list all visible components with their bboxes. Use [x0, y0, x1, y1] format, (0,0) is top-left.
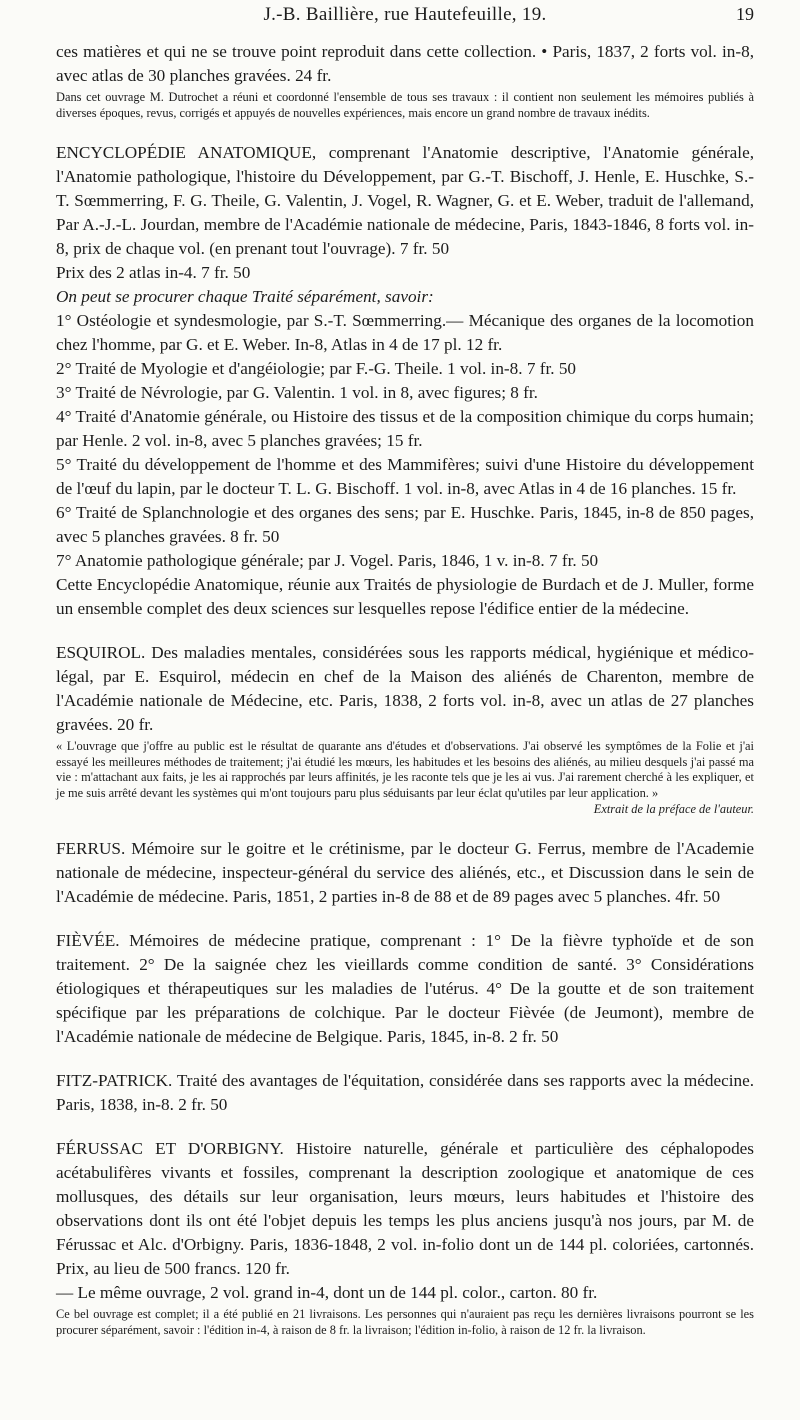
entry-text: FITZ-PATRICK. Traité des avantages de l'équitation, considérée dans ses rapports avec la médecine. Paris, 1838, in-8. 2 fr. 50 [56, 1071, 754, 1114]
list-item: 6° Traité de Splanchnologie et des organes des sens; par E. Huschke. Paris, 1845, in-8 de 850 pages, avec 5 planches gravées. 8 fr. 50 [56, 503, 754, 546]
list-item: 2° Traité de Myologie et d'angéiologie; par F.-G. Theile. 1 vol. in-8. 7 fr. 50 [56, 359, 577, 378]
entry-text: FÉRUSSAC ET D'ORBIGNY. Histoire naturelle, générale et particulière des céphalopodes acétabulifères vivants et fossiles, comprenant la description zoologique et anatomique de ces mollusques, des détails sur leur organisation, leurs mœurs, leurs habitudes et l'histoire des observations dont ils ont été l'objet depuis les temps les plus anciens jusqu'à nos jours, par M. de Férussac et Alc. d'Orbigny. Paris, 1836-1848, 2 vol. in-folio dont un de 144 pl. coloriées, cartonnés. Prix, au lieu de 500 francs. 120 fr. [56, 1139, 754, 1278]
entry-note: Ce bel ouvrage est complet; il a été publié en 21 livraisons. Les personnes qui n'auraient pas reçu les dernières livraisons pourront se les procurer séparément, savoir : l'édition in-4, à raison de 8 fr. la livraison; l'édition in-folio, à raison de 12 fr. la livraison. [56, 1307, 754, 1337]
entry-closing: Cette Encyclopédie Anatomique, réunie aux Traités de physiologie de Burdach et de J. Muller, forme un ensemble complet des deux sciences sur lesquelles repose l'édifice entier de la médecine. [56, 575, 754, 618]
entry-subheading: On peut se procurer chaque Traité séparément, savoir: [56, 287, 434, 306]
entry-encyclopedie [56, 141, 754, 621]
list-item: 3° Traité de Névrologie, par G. Valentin. 1 vol. in 8, avec figures; 8 fr. [56, 383, 538, 402]
entry-attribution: Extrait de la préface de l'auteur. [593, 802, 754, 816]
list-item: 1° Ostéologie et syndesmologie, par S.-T. Sœmmerring.— Mécanique des organes de la locomotion chez l'homme, par G. et E. Weber. In-8, Atlas in 4 de 17 pl. 12 fr. [56, 311, 754, 354]
entry-note: Dans cet ouvrage M. Dutrochet a réuni et coordonné l'ensemble de tous ses travaux : il contient non seulement les mémoires publiés à diverses époques, revus, corrigés et appuyés de nouvelles expériences, mais encore un grand nombre de travaux inédits. [56, 90, 754, 120]
entry-esquirol [56, 641, 754, 817]
entry-text: FIÈVÉE. Mémoires de médecine pratique, comprenant : 1° De la fièvre typhoïde et de son traitement. 2° De la saignée chez les vieillards comme condition de santé. 3° Considérations étiologiques et thérapeutiques sur les maladies de l'utérus. 4° De la goutte et de son traitement spécifique par les préparations de colchique. Par le docteur Fièvée (de Jeumont), membre de l'Académie nationale de médecine de Belgique. Paris, 1845, in-8. 2 fr. 50 [56, 931, 754, 1046]
entry-ferrus [56, 837, 754, 909]
entry-fievee [56, 929, 754, 1049]
entry-text: FERRUS. Mémoire sur le goitre et le crétinisme, par le docteur G. Ferrus, membre de l'Academie nationale de médecine, inspecteur-général du service des aliénés, etc., et Discussion dans le sein de l'Académie de médecine. Paris, 1851, 2 parties in-8 de 88 et de 89 pages avec 5 planches. 4fr. 50 [56, 839, 754, 906]
running-head [56, 0, 754, 40]
page-number: 19 [736, 4, 754, 24]
entry-text: ces matières et qui ne se trouve point reproduit dans cette collection. • Paris, 1837, 2 forts vol. in-8, avec atlas de 30 planches gravées. 24 fr. [56, 42, 754, 85]
entry-fitz-patrick [56, 1069, 754, 1117]
entry-extra: — Le même ouvrage, 2 vol. grand in-4, dont un de 144 pl. color., carton. 80 fr. [56, 1283, 598, 1302]
entry-ferussac [56, 1137, 754, 1338]
entry-collection [56, 40, 754, 121]
list-item: 4° Traité d'Anatomie générale, ou Histoire des tissus et de la composition chimique du corps humain; par Henle. 2 vol. in-8, avec 5 planches gravées; 15 fr. [56, 407, 754, 450]
list-item: 7° Anatomie pathologique générale; par J. Vogel. Paris, 1846, 1 v. in-8. 7 fr. 50 [56, 551, 599, 570]
entry-text: ESQUIROL. Des maladies mentales, considérées sous les rapports médical, hygiénique et médico-légal, par E. Esquirol, médecin en chef de la Maison des aliénés de Charenton, membre de l'Académie nationale de Médecine, etc. Paris, 1838, 2 forts vol. in-8, avec un atlas de 27 planches gravées. 20 fr. [56, 643, 754, 734]
list-item: 5° Traité du développement de l'homme et des Mammifères; suivi d'une Histoire du développement de l'œuf du lapin, par le docteur T. L. G. Bischoff. 1 vol. in-8, avec Atlas in 4 de 16 planches. 15 fr. [56, 455, 754, 498]
entry-text: ENCYCLOPÉDIE ANATOMIQUE, comprenant l'Anatomie descriptive, l'Anatomie générale, l'Anatomie pathologique, l'histoire du Développement, par G.-T. Bischoff, J. Henle, E. Huschke, S.-T. Sœmmerring, F. G. Theile, G. Valentin, J. Vogel, R. Wagner, G. et E. Weber, traduit de l'allemand, Par A.-J.-L. Jourdan, membre de l'Académie nationale de médecine, Paris, 1843-1846, 8 forts vol. in-8, prix de chaque vol. (en prenant tout l'ouvrage). 7 fr. 50 Prix des 2 atlas in-4. 7 fr. 50 [56, 143, 754, 282]
publisher-header: J.-B. Baillière, rue Hautefeuille, 19. [263, 4, 547, 25]
entry-note: « L'ouvrage que j'offre au public est le résultat de quarante ans d'études et d'observations. J'ai observé les symptômes de la Folie et j'ai essayé les meilleures méthodes de traitement; j'ai étudié les mœurs, les habitudes et les besoins des aliénés, au milieu desquels j'ai passé ma vie : m'attachant aux faits, je les ai rapprochés par leurs affinités, je les raconte tels que je les ai vus. J'ai rarement cherché à les expliquer, et je me suis arrêté devant les systèmes qui m'ont toujours paru plus séduisants par leur éclat qu'utiles par leur application. » [56, 739, 754, 800]
